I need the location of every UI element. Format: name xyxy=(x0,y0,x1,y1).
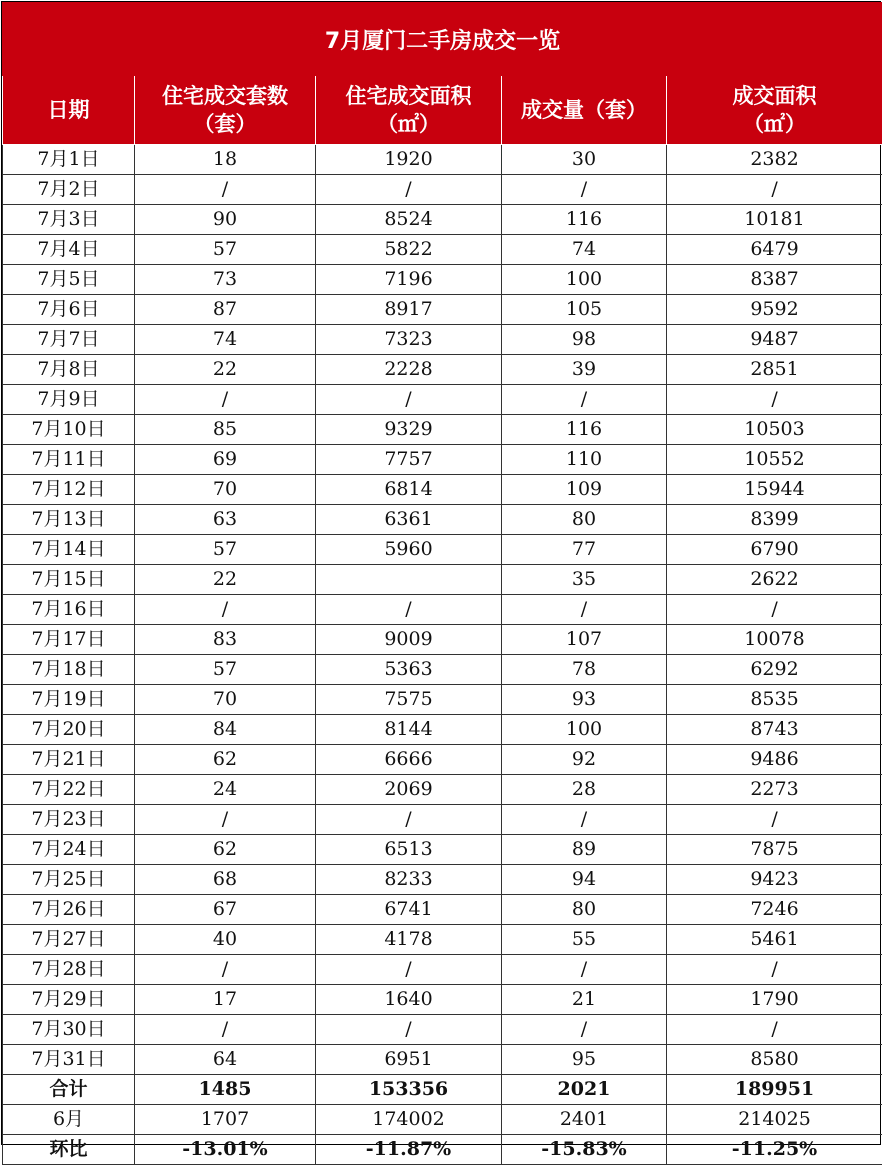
residential-area-cell: 8233 xyxy=(316,865,502,895)
residential-area-cell: 174002 xyxy=(316,1105,502,1135)
total-area-cell: 8580 xyxy=(667,1045,882,1075)
total-area-cell: 6790 xyxy=(667,535,882,565)
residential-area-cell: / xyxy=(316,805,502,835)
table-row xyxy=(3,835,882,865)
header-residential-area-line1: 住宅成交面积 xyxy=(318,82,499,110)
total-area-cell: 1790 xyxy=(667,985,882,1015)
residential-units-cell: / xyxy=(135,955,316,985)
total-area-cell: 6479 xyxy=(667,235,882,265)
date-cell: 7月3日 xyxy=(3,205,135,235)
date-cell: 合计 xyxy=(3,1075,135,1105)
table-row xyxy=(3,955,882,985)
date-cell: 7月20日 xyxy=(3,715,135,745)
total-units-cell: 30 xyxy=(502,145,667,175)
residential-units-cell: / xyxy=(135,385,316,415)
header-date-line1: 日期 xyxy=(5,96,132,124)
total-units-cell: -15.83% xyxy=(502,1135,667,1165)
residential-area-cell: 153356 xyxy=(316,1075,502,1105)
date-cell: 7月26日 xyxy=(3,895,135,925)
total-units-cell: 100 xyxy=(502,265,667,295)
total-units-cell: 2401 xyxy=(502,1105,667,1135)
residential-area-cell: -11.87% xyxy=(316,1135,502,1165)
table-row xyxy=(3,985,882,1015)
date-cell: 7月5日 xyxy=(3,265,135,295)
header-residential-area-line2: （㎡） xyxy=(318,110,499,138)
total-units-cell: 89 xyxy=(502,835,667,865)
table-row xyxy=(3,625,882,655)
residential-area-cell: 6666 xyxy=(316,745,502,775)
total-area-cell: 2851 xyxy=(667,355,882,385)
residential-units-cell: 83 xyxy=(135,625,316,655)
date-cell: 7月22日 xyxy=(3,775,135,805)
total-units-cell: 39 xyxy=(502,355,667,385)
date-cell: 7月28日 xyxy=(3,955,135,985)
total-units-cell: 98 xyxy=(502,325,667,355)
total-area-cell: 8743 xyxy=(667,715,882,745)
residential-units-cell: 57 xyxy=(135,655,316,685)
total-area-cell: 214025 xyxy=(667,1105,882,1135)
table-row xyxy=(3,295,882,325)
residential-units-cell: 67 xyxy=(135,895,316,925)
table-row xyxy=(3,265,882,295)
residential-units-cell: 24 xyxy=(135,775,316,805)
residential-area-cell: 6951 xyxy=(316,1045,502,1075)
total-area-cell: 9592 xyxy=(667,295,882,325)
residential-area-cell: 1920 xyxy=(316,145,502,175)
table-row xyxy=(3,205,882,235)
residential-units-cell: 40 xyxy=(135,925,316,955)
table-row xyxy=(3,235,882,265)
residential-units-cell: 22 xyxy=(135,355,316,385)
total-units-cell: 93 xyxy=(502,685,667,715)
residential-units-cell: 64 xyxy=(135,1045,316,1075)
mom-change-row xyxy=(3,1135,882,1165)
total-units-cell: 35 xyxy=(502,565,667,595)
date-cell: 7月31日 xyxy=(3,1045,135,1075)
residential-units-cell: / xyxy=(135,1015,316,1045)
residential-units-cell: 70 xyxy=(135,685,316,715)
total-area-cell: 2382 xyxy=(667,145,882,175)
total-units-cell: 2021 xyxy=(502,1075,667,1105)
header-total-area xyxy=(667,76,882,145)
table-row xyxy=(3,385,882,415)
residential-units-cell: 1485 xyxy=(135,1075,316,1105)
residential-units-cell: 68 xyxy=(135,865,316,895)
date-cell: 7月29日 xyxy=(3,985,135,1015)
table-row xyxy=(3,475,882,505)
total-area-cell: / xyxy=(667,175,882,205)
total-units-cell: / xyxy=(502,595,667,625)
date-cell: 7月9日 xyxy=(3,385,135,415)
date-cell: 环比 xyxy=(3,1135,135,1165)
residential-area-cell: 6513 xyxy=(316,835,502,865)
total-area-cell: 10181 xyxy=(667,205,882,235)
table-body xyxy=(3,145,882,1165)
header-total-area-line2: （㎡） xyxy=(669,110,880,138)
total-units-cell: 28 xyxy=(502,775,667,805)
total-area-cell: 2622 xyxy=(667,565,882,595)
residential-area-cell: 8917 xyxy=(316,295,502,325)
total-units-cell: 116 xyxy=(502,415,667,445)
sales-table-container xyxy=(1,1,881,1145)
total-units-cell: 116 xyxy=(502,205,667,235)
total-units-cell: 92 xyxy=(502,745,667,775)
residential-units-cell: / xyxy=(135,805,316,835)
residential-area-cell: / xyxy=(316,385,502,415)
residential-area-cell: 5363 xyxy=(316,655,502,685)
residential-units-cell: / xyxy=(135,175,316,205)
table-row xyxy=(3,745,882,775)
date-cell: 7月12日 xyxy=(3,475,135,505)
date-cell: 7月10日 xyxy=(3,415,135,445)
date-cell: 7月14日 xyxy=(3,535,135,565)
date-cell: 7月21日 xyxy=(3,745,135,775)
header-total-area-line1: 成交面积 xyxy=(669,82,880,110)
residential-area-cell: 7757 xyxy=(316,445,502,475)
total-units-cell: 109 xyxy=(502,475,667,505)
table-row xyxy=(3,415,882,445)
total-area-cell: 5461 xyxy=(667,925,882,955)
date-cell: 7月8日 xyxy=(3,355,135,385)
residential-units-cell: 57 xyxy=(135,235,316,265)
total-area-cell: 8387 xyxy=(667,265,882,295)
total-area-cell: -11.25% xyxy=(667,1135,882,1165)
header-residential-units-line1: 住宅成交套数 xyxy=(137,82,313,110)
total-units-cell: / xyxy=(502,175,667,205)
total-area-cell: 7246 xyxy=(667,895,882,925)
date-cell: 7月25日 xyxy=(3,865,135,895)
total-area-cell: 6292 xyxy=(667,655,882,685)
residential-units-cell: 62 xyxy=(135,745,316,775)
total-area-cell: 10078 xyxy=(667,625,882,655)
table-row xyxy=(3,805,882,835)
sales-table xyxy=(2,2,882,1165)
total-units-cell: 55 xyxy=(502,925,667,955)
residential-area-cell xyxy=(316,565,502,595)
total-area-cell: 15944 xyxy=(667,475,882,505)
table-row xyxy=(3,325,882,355)
residential-area-cell: 9009 xyxy=(316,625,502,655)
residential-units-cell: 17 xyxy=(135,985,316,1015)
total-area-cell: 9486 xyxy=(667,745,882,775)
header-residential-units xyxy=(135,76,316,145)
date-cell: 7月27日 xyxy=(3,925,135,955)
residential-units-cell: 57 xyxy=(135,535,316,565)
date-cell: 7月1日 xyxy=(3,145,135,175)
header-total-units-line1: 成交量（套） xyxy=(504,96,664,124)
residential-area-cell: 4178 xyxy=(316,925,502,955)
date-cell: 7月30日 xyxy=(3,1015,135,1045)
table-row xyxy=(3,775,882,805)
residential-area-cell: 7323 xyxy=(316,325,502,355)
table-row xyxy=(3,505,882,535)
total-units-cell: 105 xyxy=(502,295,667,325)
total-area-cell: 10503 xyxy=(667,415,882,445)
total-units-cell: 80 xyxy=(502,505,667,535)
residential-area-cell: 2069 xyxy=(316,775,502,805)
date-cell: 7月17日 xyxy=(3,625,135,655)
total-units-cell: / xyxy=(502,805,667,835)
residential-area-cell: 8524 xyxy=(316,205,502,235)
residential-area-cell: / xyxy=(316,955,502,985)
residential-units-cell: 84 xyxy=(135,715,316,745)
residential-area-cell: / xyxy=(316,1015,502,1045)
table-row xyxy=(3,685,882,715)
residential-area-cell: 5822 xyxy=(316,235,502,265)
total-units-cell: 74 xyxy=(502,235,667,265)
residential-units-cell: 90 xyxy=(135,205,316,235)
residential-area-cell: / xyxy=(316,595,502,625)
residential-area-cell: 6741 xyxy=(316,895,502,925)
total-area-cell: 7875 xyxy=(667,835,882,865)
table-title: 7月厦门二手房成交一览 xyxy=(3,3,882,76)
total-units-cell: 77 xyxy=(502,535,667,565)
total-area-cell: 9423 xyxy=(667,865,882,895)
table-row xyxy=(3,595,882,625)
date-cell: 7月6日 xyxy=(3,295,135,325)
table-row xyxy=(3,355,882,385)
total-area-cell: 8399 xyxy=(667,505,882,535)
residential-area-cell: 7196 xyxy=(316,265,502,295)
residential-units-cell: / xyxy=(135,595,316,625)
residential-area-cell: 6361 xyxy=(316,505,502,535)
table-row xyxy=(3,895,882,925)
table-row xyxy=(3,445,882,475)
residential-units-cell: 1707 xyxy=(135,1105,316,1135)
total-units-cell: 94 xyxy=(502,865,667,895)
date-cell: 6月 xyxy=(3,1105,135,1135)
table-row xyxy=(3,865,882,895)
residential-area-cell: 6814 xyxy=(316,475,502,505)
total-area-cell: 2273 xyxy=(667,775,882,805)
header-date xyxy=(3,76,135,145)
date-cell: 7月2日 xyxy=(3,175,135,205)
total-units-cell: 95 xyxy=(502,1045,667,1075)
residential-area-cell: 8144 xyxy=(316,715,502,745)
total-area-cell: 9487 xyxy=(667,325,882,355)
total-area-cell: / xyxy=(667,385,882,415)
total-row xyxy=(3,1075,882,1105)
total-area-cell: / xyxy=(667,805,882,835)
date-cell: 7月7日 xyxy=(3,325,135,355)
residential-units-cell: 18 xyxy=(135,145,316,175)
residential-units-cell: 73 xyxy=(135,265,316,295)
header-residential-area xyxy=(316,76,502,145)
date-cell: 7月23日 xyxy=(3,805,135,835)
residential-area-cell: 1640 xyxy=(316,985,502,1015)
date-cell: 7月18日 xyxy=(3,655,135,685)
residential-units-cell: 63 xyxy=(135,505,316,535)
residential-units-cell: 87 xyxy=(135,295,316,325)
residential-units-cell: 85 xyxy=(135,415,316,445)
residential-area-cell: 2228 xyxy=(316,355,502,385)
total-area-cell: / xyxy=(667,595,882,625)
total-area-cell: 189951 xyxy=(667,1075,882,1105)
table-row xyxy=(3,655,882,685)
date-cell: 7月13日 xyxy=(3,505,135,535)
june-row xyxy=(3,1105,882,1135)
residential-units-cell: -13.01% xyxy=(135,1135,316,1165)
header-residential-units-line2: （套） xyxy=(137,110,313,138)
residential-area-cell: 9329 xyxy=(316,415,502,445)
total-units-cell: / xyxy=(502,385,667,415)
table-row xyxy=(3,715,882,745)
total-area-cell: / xyxy=(667,955,882,985)
total-area-cell: / xyxy=(667,1015,882,1045)
total-units-cell: 21 xyxy=(502,985,667,1015)
date-cell: 7月4日 xyxy=(3,235,135,265)
table-row xyxy=(3,925,882,955)
date-cell: 7月24日 xyxy=(3,835,135,865)
total-units-cell: / xyxy=(502,955,667,985)
total-area-cell: 10552 xyxy=(667,445,882,475)
residential-units-cell: 70 xyxy=(135,475,316,505)
total-units-cell: 80 xyxy=(502,895,667,925)
residential-units-cell: 74 xyxy=(135,325,316,355)
header-total-units xyxy=(502,76,667,145)
residential-area-cell: / xyxy=(316,175,502,205)
total-units-cell: 100 xyxy=(502,715,667,745)
table-row xyxy=(3,1045,882,1075)
date-cell: 7月15日 xyxy=(3,565,135,595)
table-row xyxy=(3,145,882,175)
total-units-cell: 110 xyxy=(502,445,667,475)
total-area-cell: 8535 xyxy=(667,685,882,715)
date-cell: 7月19日 xyxy=(3,685,135,715)
date-cell: 7月16日 xyxy=(3,595,135,625)
residential-area-cell: 5960 xyxy=(316,535,502,565)
date-cell: 7月11日 xyxy=(3,445,135,475)
residential-units-cell: 62 xyxy=(135,835,316,865)
total-units-cell: 78 xyxy=(502,655,667,685)
total-units-cell: 107 xyxy=(502,625,667,655)
table-row xyxy=(3,1015,882,1045)
residential-area-cell: 7575 xyxy=(316,685,502,715)
table-row xyxy=(3,565,882,595)
residential-units-cell: 69 xyxy=(135,445,316,475)
table-row xyxy=(3,175,882,205)
total-units-cell: / xyxy=(502,1015,667,1045)
table-row xyxy=(3,535,882,565)
residential-units-cell: 22 xyxy=(135,565,316,595)
